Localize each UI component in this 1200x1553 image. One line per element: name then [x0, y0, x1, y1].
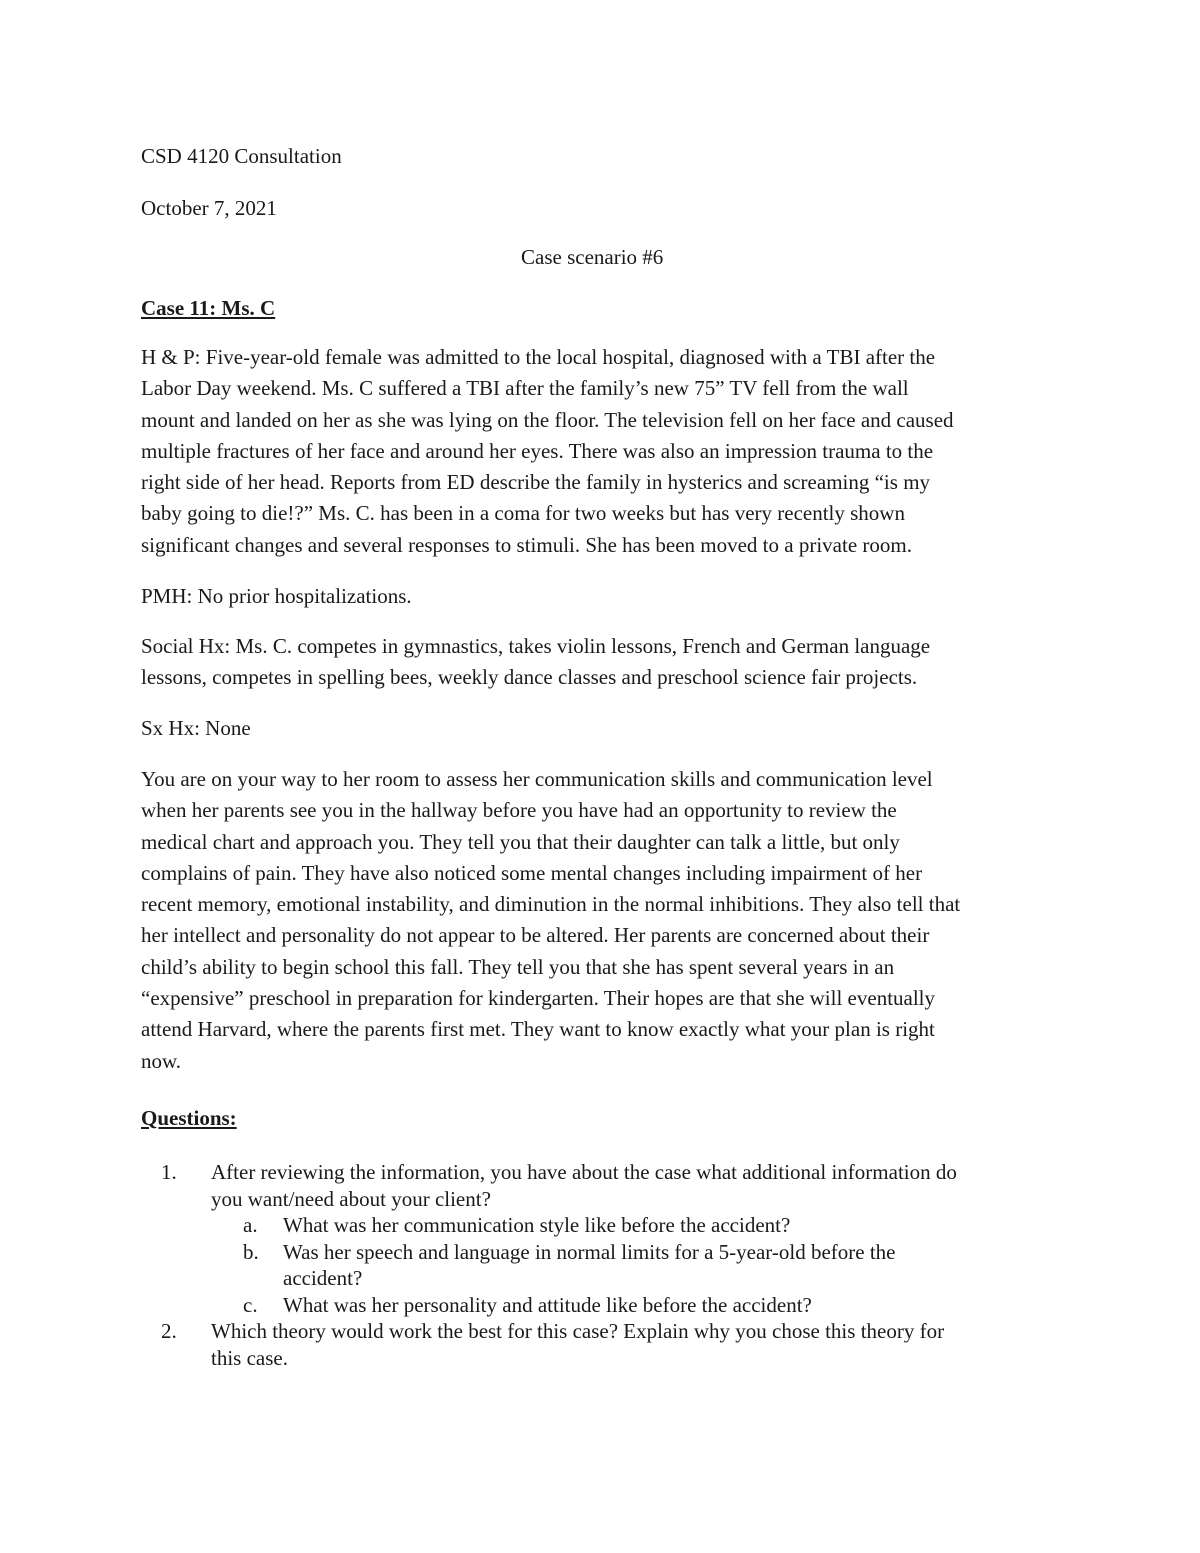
scenario-paragraph — [141, 764, 1066, 1077]
paragraph-line: mount and landed on her as she was lying on the floor. The television fell on her face and caused — [141, 407, 954, 432]
questions-list — [141, 1159, 1066, 1371]
question-item — [141, 1159, 1066, 1318]
paragraph-line: multiple fractures of her face and around her eyes. There was also an impression trauma to the — [141, 438, 934, 463]
paragraph-line: right side of her head. Reports from ED describe the family in hysterics and screaming “is my — [141, 470, 931, 495]
sub-question-letter: a. — [243, 1213, 258, 1237]
course-line: CSD 4120 Consultation — [141, 144, 342, 168]
questions-heading: Questions: — [141, 1106, 237, 1130]
question-text — [211, 1159, 1066, 1212]
sub-question-line: Was her speech and language in normal limits for a 5-year-old before the — [283, 1239, 896, 1264]
question-line: this case. — [211, 1345, 288, 1370]
social-history-paragraph — [141, 631, 1066, 694]
pmh-line: PMH: No prior hospitalizations. — [141, 584, 412, 608]
question-line: After reviewing the information, you have about the case what additional information do — [211, 1160, 957, 1184]
question-item — [141, 1318, 1066, 1371]
sub-question-list — [211, 1212, 1066, 1318]
sub-question-item — [211, 1292, 1066, 1319]
question-line: Which theory would work the best for this case? Explain why you chose this theory for — [211, 1319, 945, 1343]
paragraph-line: “expensive” preschool in preparation for kindergarten. Their hopes are that she will eventually — [141, 986, 936, 1011]
paragraph-line: complains of pain. They have also noticed some mental changes including impairment of her — [141, 860, 923, 885]
paragraph-line: her intellect and personality do not appear to be altered. Her parents are concerned about their — [141, 923, 930, 948]
sub-question-letter: c. — [243, 1292, 258, 1317]
paragraph-line: lessons, competes in spelling bees, weekly dance classes and preschool science fair projects. — [141, 665, 918, 690]
paragraph-line: You are on your way to her room to assess her communication skills and communication level — [141, 767, 933, 791]
paragraph-line: attend Harvard, where the parents first met. They want to know exactly what your plan is right — [141, 1017, 935, 1042]
paragraph-line: medical chart and approach you. They tell you that their daughter can talk a little, but only — [141, 829, 900, 854]
paragraph-line: when her parents see you in the hallway before you have had an opportunity to review the — [141, 798, 897, 823]
question-line: you want/need about your client? — [211, 1186, 491, 1211]
paragraph-line: Social Hx: Ms. C. competes in gymnastics, takes violin lessons, French and German language — [141, 634, 931, 658]
surgical-history-line: Sx Hx: None — [141, 716, 251, 740]
paragraph-line: Labor Day weekend. Ms. C suffered a TBI after the family’s new 75” TV fell from the wall — [141, 376, 909, 401]
question-number: 1. — [161, 1160, 177, 1184]
date-line: October 7, 2021 — [141, 196, 277, 220]
sub-question-item — [211, 1212, 1066, 1239]
history-physical-paragraph — [141, 342, 1066, 561]
sub-question-line: What was her personality and attitude like before the accident? — [283, 1292, 812, 1317]
paragraph-line: recent memory, emotional instability, and diminution in the normal inhibitions. They also tell that — [141, 892, 961, 917]
sub-question-item — [211, 1239, 1066, 1292]
sub-question-line: accident? — [283, 1266, 363, 1290]
paragraph-line: now. — [141, 1048, 182, 1073]
document-title: Case scenario #6 — [521, 245, 664, 269]
paragraph-line: baby going to die!?” Ms. C. has been in a coma for two weeks but has very recently shown — [141, 501, 905, 526]
case-heading: Case 11: Ms. C — [141, 296, 276, 320]
paragraph-line: child’s ability to begin school this fall. They tell you that she has spent several years in an — [141, 954, 895, 979]
paragraph-line: significant changes and several responses to stimuli. She has been moved to a private room. — [141, 532, 912, 557]
sub-question-line: What was her communication style like before the accident? — [283, 1213, 791, 1237]
question-text — [211, 1318, 1066, 1371]
question-number: 2. — [161, 1319, 177, 1343]
sub-question-letter: b. — [243, 1239, 259, 1264]
paragraph-line: H & P: Five-year-old female was admitted to the local hospital, diagnosed with a TBI after the — [141, 345, 936, 369]
